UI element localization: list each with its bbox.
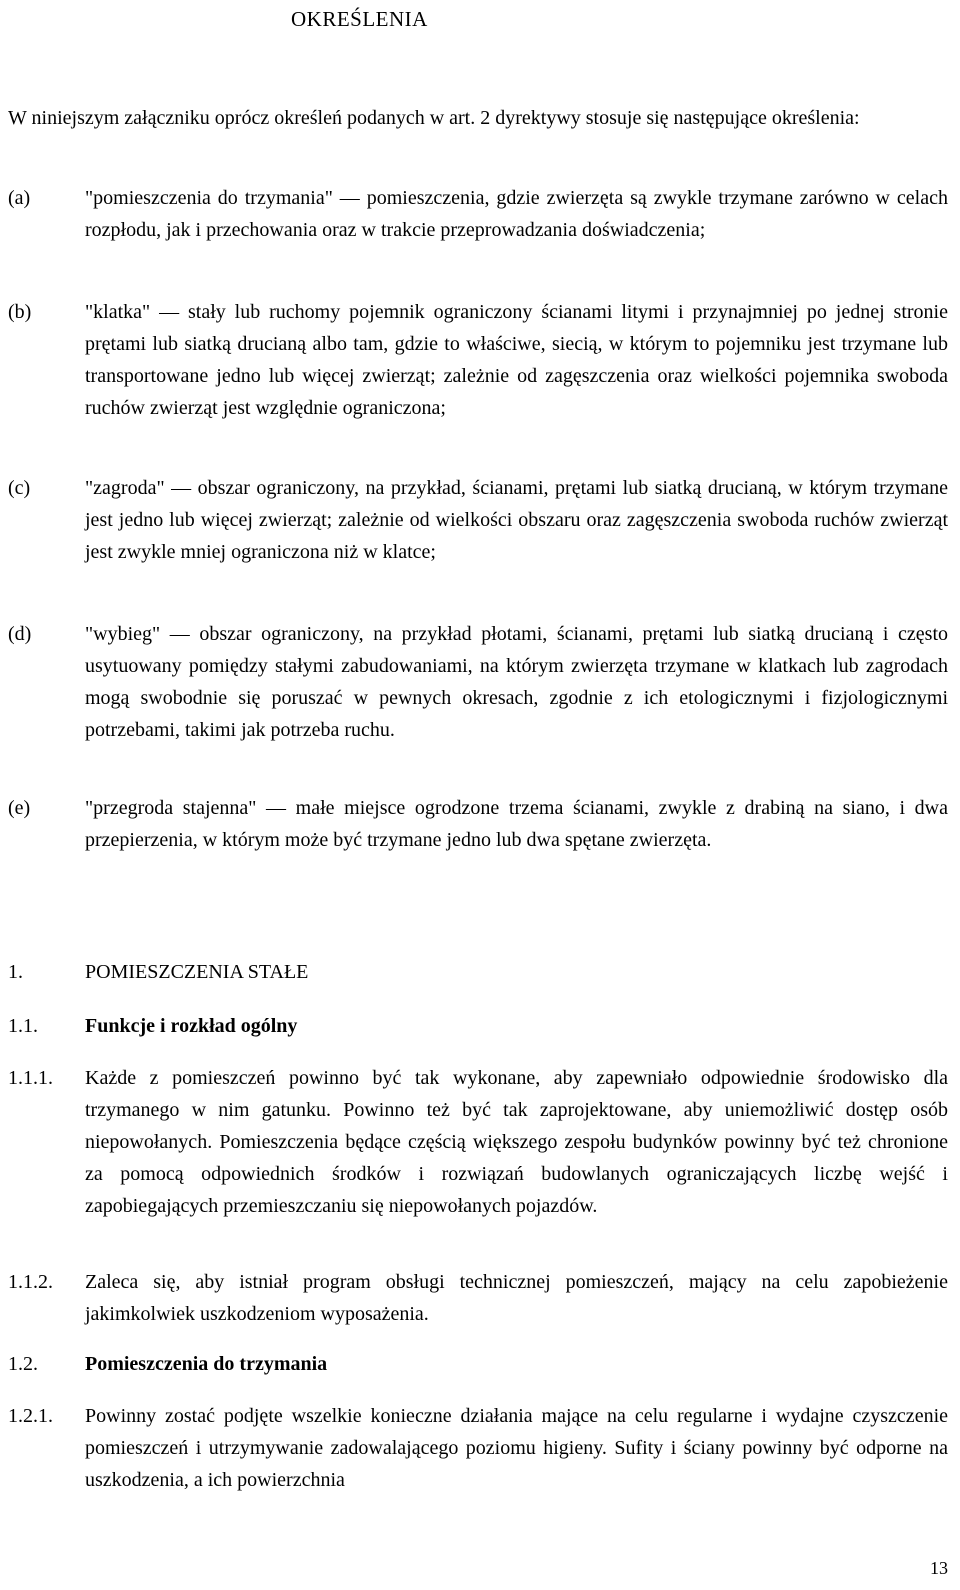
section-paragraph: Powinny zostać podjęte wszelkie konieczne działania mające na celu regularne i wydajne czyszczenie pomieszczeń i utrzymywanie zadowalającego poziomu higieny. Sufity i ściany powinny być odporne na uszkodzenia, a ich powierzchnia (85, 1405, 948, 1491)
section-1-2-1 (8, 1400, 948, 1496)
definition-d (8, 618, 948, 746)
section-1 (8, 956, 948, 988)
intro-paragraph: W niniejszym załączniku oprócz określeń podanych w art. 2 dyrektywy stosuje się następujące określenia: (8, 107, 860, 129)
definition-text: "zagroda" — obszar ograniczony, na przykład, ścianami, prętami lub siatką drucianą, w którym trzymane jest jedno lub więcej zwierząt; zależnie od wielkości obszaru oraz zagęszczenia swoboda ruchów zwierząt jest zwykle mniej ograniczona niż w klatce; (85, 477, 948, 563)
definition-text: "klatka" — stały lub ruchomy pojemnik ograniczony ścianami litymi i przynajmniej po jednej stronie prętami lub siatką drucianą albo tam, gdzie to właściwe, siecią, w którym to pojemniku jest trzymane lub transportowane jedno lub więcej zwierząt; zależnie od zagęszczenia oraz wielkości pojemnika swoboda ruchów zwierząt jest względnie ograniczona; (85, 301, 948, 419)
section-paragraph: Zaleca się, aby istniał program obsługi technicznej pomieszczeń, mający na celu zapobieżenie jakimkolwiek uszkodzeniom wyposażenia. (85, 1271, 948, 1325)
section-1-1 (8, 1010, 948, 1042)
definition-label: (c) (8, 477, 31, 499)
section-1-1-2 (8, 1266, 948, 1330)
definition-text: "wybieg" — obszar ograniczony, na przykład płotami, ścianami, prętami lub siatką drucianą i często usytuowany pomiędzy stałymi zabudowaniami, na którym zwierzęta trzymane w klatkach lub zagrodach mogą swobodnie się poruszać w pewnych okresach, zgodnie z ich etologicznymi i fizjologicznymi potrzebami, takimi jak potrzeba ruchu. (85, 623, 948, 741)
definition-label: (a) (8, 187, 31, 209)
section-heading: Pomieszczenia do trzymania (85, 1353, 328, 1375)
definition-label: (e) (8, 797, 31, 819)
section-1-1-1 (8, 1062, 948, 1222)
definition-text: "przegroda stajenna" — małe miejsce ogrodzone trzema ścianami, zwykle z drabiną na siano, i dwa przepierzenia, w którym może być trzymane jedno lub dwa spętane zwierzęta. (85, 797, 948, 851)
section-number: 1.2.1. (8, 1405, 53, 1427)
definition-text: "pomieszczenia do trzymania" — pomieszczenia, gdzie zwierzęta są zwykle trzymane zarówno w celach rozpłodu, jak i przechowania oraz w trakcie przeprowadzania doświadczenia; (85, 187, 948, 241)
section-number: 1. (8, 961, 23, 983)
section-number: 1.1.2. (8, 1271, 53, 1293)
section-number: 1.1. (8, 1015, 38, 1037)
section-1-2 (8, 1348, 948, 1380)
section-number: 1.1.1. (8, 1067, 53, 1089)
definition-a (8, 182, 948, 246)
definition-c (8, 472, 948, 568)
section-heading: Funkcje i rozkład ogólny (85, 1015, 298, 1037)
page-title: OKREŚLENIA (291, 7, 428, 31)
definition-label: (d) (8, 623, 32, 645)
page-number: 13 (930, 1558, 948, 1578)
section-heading: POMIESZCZENIA STAŁE (85, 961, 309, 983)
definition-b (8, 296, 948, 424)
section-paragraph: Każde z pomieszczeń powinno być tak wykonane, aby zapewniało odpowiednie środowisko dla trzymanego w nim gatunku. Powinno też być tak zaprojektowane, aby uniemożliwić dostęp osób niepowołanych. Pomieszczenia będące częścią większego zespołu budynków powinny być też chronione za pomocą odpowiednich środków i rozwiązań budowlanych ograniczających liczbę wejść i zapobiegających przemieszczaniu się niepowołanych pojazdów. (85, 1067, 948, 1217)
section-number: 1.2. (8, 1353, 38, 1375)
definition-label: (b) (8, 301, 32, 323)
definition-e (8, 792, 948, 856)
